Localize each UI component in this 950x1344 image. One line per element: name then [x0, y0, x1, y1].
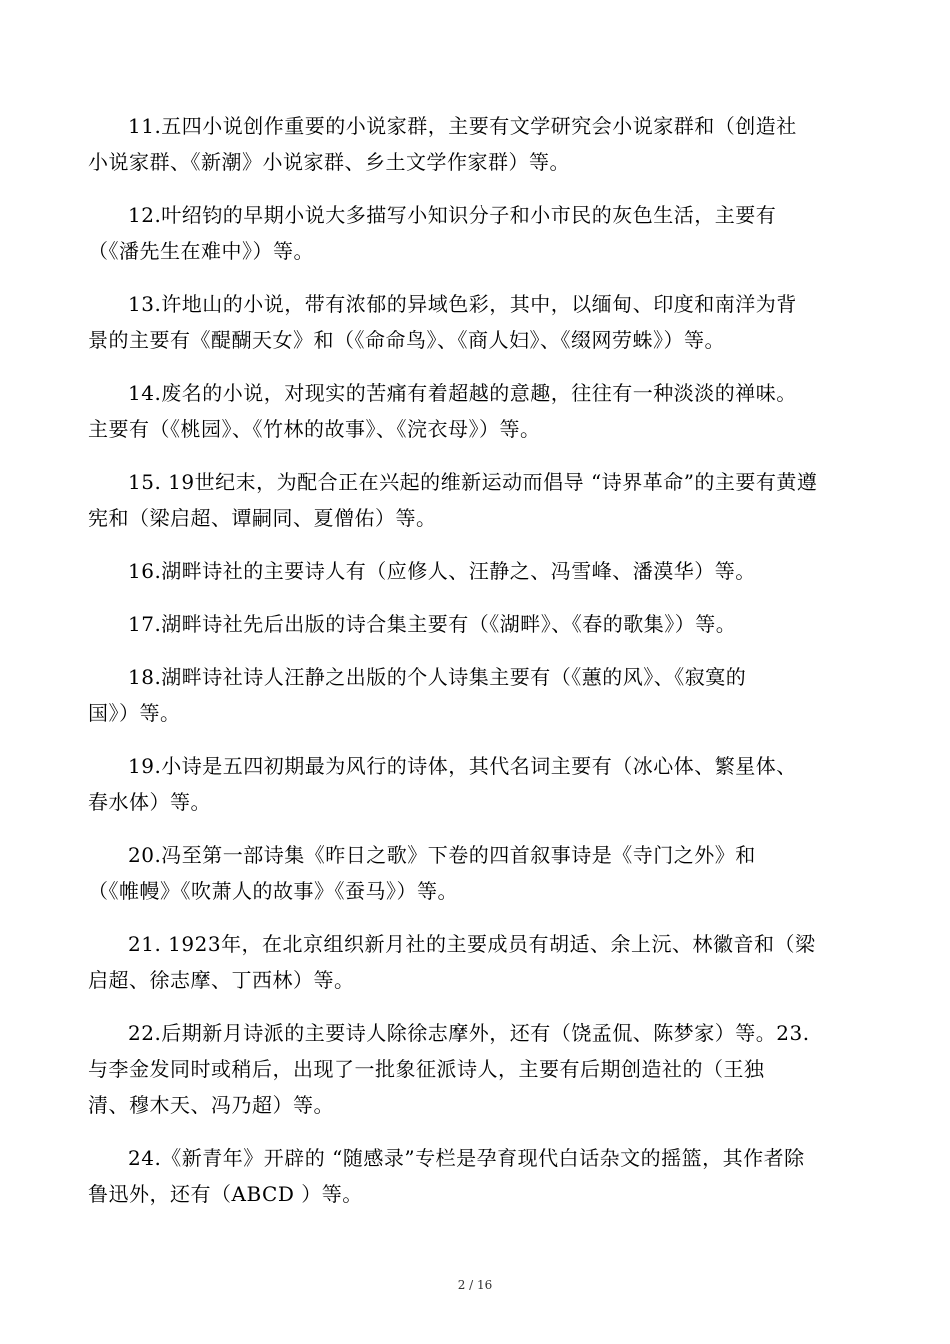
list-item [88, 1015, 860, 1123]
list-item [88, 464, 860, 536]
list-item [88, 659, 860, 731]
list-item [88, 286, 860, 358]
paragraph-line: 21. 1923年，在北京组织新月社的主要成员有胡适、余上沅、林徽音和（梁 [128, 932, 816, 956]
paragraph-line: （《潘先生在难中》）等。 [88, 239, 314, 263]
paragraph-line: 24.《新青年》开辟的 “随感录”专栏是孕育现代白话杂文的摇篮，其作者除 [128, 1146, 805, 1170]
paragraph-line: 国》）等。 [88, 701, 181, 725]
paragraph-line: 春水体）等。 [88, 790, 211, 814]
paragraph-line: 主要有（《桃园》、《竹林的故事》、《浣衣母》）等。 [88, 417, 541, 441]
paragraph-line: 12.叶绍钧的早期小说大多描写小知识分子和小市民的灰色生活，主要有 [128, 203, 777, 227]
list-item [88, 837, 860, 909]
list-item [88, 108, 860, 180]
paragraph-line: 13.许地山的小说，带有浓郁的异域色彩，其中，以缅甸、印度和南洋为背 [128, 292, 797, 316]
paragraph-line: 小说家群、《新潮》小说家群、乡土文学作家群）等。 [88, 150, 570, 174]
paragraph-line: 鲁迅外，还有（ABCD ）等。 [88, 1182, 363, 1206]
document-body [88, 108, 860, 1229]
paragraph-line: 11.五四小说创作重要的小说家群，主要有文学研究会小说家群和（创造社 [128, 114, 797, 138]
paragraph-line: 19.小诗是五四初期最为风行的诗体，其代名词主要有（冰心体、繁星体、 [128, 754, 797, 778]
paragraph-line: 16.湖畔诗社的主要诗人有（应修人、汪静之、冯雪峰、潘漠华）等。 [128, 559, 756, 583]
paragraph-line: 景的主要有《醍醐天女》和（《命命鸟》、《商人妇》、《缀网劳蛛》）等。 [88, 328, 725, 352]
paragraph-line: 启超、徐志摩、丁西林）等。 [88, 968, 355, 992]
list-item [88, 197, 860, 269]
list-item [88, 1140, 860, 1212]
paragraph-line: 宪和（梁启超、谭嗣同、夏僧佑）等。 [88, 506, 437, 530]
list-item [88, 375, 860, 447]
paragraph-line: 22.后期新月诗派的主要诗人除徐志摩外，还有（饶孟侃、陈梦家）等。23. [128, 1021, 810, 1045]
paragraph-line: 14.废名的小说，对现实的苦痛有着超越的意趣，往往有一种淡淡的禅味。 [128, 381, 797, 405]
paragraph-line: （《帷幔》《吹萧人的故事》《蚕马》）等。 [88, 879, 458, 903]
page-number: 2 / 16 [457, 1278, 493, 1292]
paragraph-line: 15. 19世纪末，为配合正在兴起的维新运动而倡导 “诗界革命”的主要有黄遵 [128, 470, 818, 494]
list-item [88, 553, 860, 589]
list-item [88, 926, 860, 998]
paragraph-line: 17.湖畔诗社先后出版的诗合集主要有（《湖畔》、《春的歌集》）等。 [128, 612, 737, 636]
paragraph-line: 18.湖畔诗社诗人汪静之出版的个人诗集主要有（《蕙的风》、《寂寞的 [128, 665, 747, 689]
list-item [88, 748, 860, 820]
paragraph-line: 清、穆木天、冯乃超）等。 [88, 1093, 334, 1117]
list-item [88, 606, 860, 642]
paragraph-line: 20.冯至第一部诗集《昨日之歌》下卷的四首叙事诗是《寺门之外》和 [128, 843, 756, 867]
paragraph-line: 与李金发同时或稍后，出现了一批象征派诗人，主要有后期创造社的（王独 [88, 1057, 765, 1081]
